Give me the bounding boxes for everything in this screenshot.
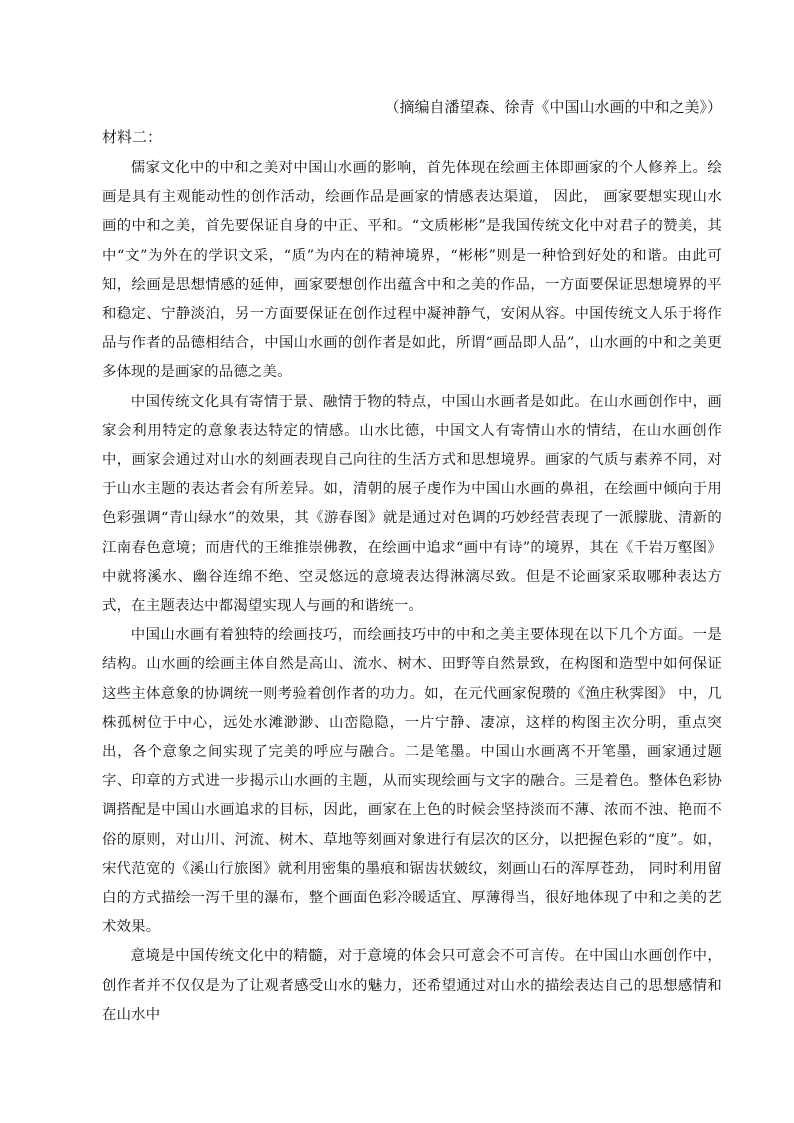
source-citation: （摘编自潘望森、徐青《中国山水画的中和之美》） (384, 98, 722, 116)
document-page (102, 94, 722, 1030)
paragraph-3: 中国山水画有着独特的绘画技巧，而绘画技巧中的中和之美主要体现在以下几个方面。一是结构。山水画的绘画主体自然是高山、流水、树木、田野等自然景致，在构图和造型中如何保证这些主体意象的协调统一则考验着创作者的功力。如，在元代画家倪瓒的《渔庄秋霁图》 中，几株孤树位于中心，远处水滩渺渺、山峦隐隐，一片宁静、凄凉，这样的构图主次分明，重点突出，各个意象之间实现了完美的呼应与融合。二是笔墨。中国山水画离不开笔墨，画家通过题字、印章的方式进一步揭示山水画的主题，从而实现绘画与文字的融合。三是着色。整体色彩协调搭配是中国山水画追求的目标，因此，画家在上色的时候会坚持淡而不薄、浓而不浊、艳而不俗的原则，对山川、河流、树木、草地等刻画对象进行有层次的区分，以把握色彩的“度”。如，宋代范宽的《溪山行旅图》就利用密集的墨痕和锯齿状皴纹，刻画山石的浑厚苍劲， 同时利用留白的方式描绘一泻千里的瀑布，整个画面色彩冷暖适宜、厚薄得当，很好地体现了中和之美的艺术效果。 (102, 627, 722, 936)
paragraph-2: 中国传统文化具有寄情于景、融情于物的特点，中国山水画者是如此。在山水画创作中，画家会利用特定的意象表达特定的情感。山水比德，中国文人有寄情山水的情结，在山水画创作中，画家会通过对山水的刻画表现自己向往的生活方式和思想境界。画家的气质与素养不同，对于山水主题的表达者会有所差异。如，清朝的展子虔作为中国山水画的鼻祖，在绘画中倾向于用色彩强调“青山绿水”的效果，其《游春图》就是通过对色调的巧妙经营表现了一派朦胧、清新的江南春色意境；而唐代的王维推崇佛教，在绘画中追求“画中有诗”的境界，其在《千岩万壑图》中就将溪水、幽谷连绵不绝、空灵悠远的意境表达得淋漓尽致。但是不论画家采取哪种表达方式，在主题表达中都渴望实现人与画的和谐统一。 (102, 393, 722, 615)
section-heading: 材料二： (102, 128, 163, 146)
paragraph-4: 意境是中国传统文化中的精髓，对于意境的体会只可意会不可言传。在中国山水画创作中，创作者并不仅仅是为了让观者感受山水的魅力，还希望通过对山水的描绘表达自己的思想感情和在山水中 (102, 948, 722, 1023)
paragraph-1: 儒家文化中的中和之美对中国山水画的影响，首先体现在绘画主体即画家的个人修养上。绘画是具有主观能动性的创作活动，绘画作品是画家的情感表达渠道， 因此， 画家要想实现山水画的中和之美，首先要保证自身的中正、平和。“文质彬彬”是我国传统文化中对君子的赞美，其中“文”为外在的学识文采，“质”为内在的精神境界，“彬彬”则是一种恰到好处的和谐。由此可知，绘画是思想情感的延伸，画家要想创作出蕴含中和之美的作品，一方面要保证思想境界的平和稳定、宁静淡泊，另一方面要保证在创作过程中凝神静气，安闲从容。中国传统文人乐于将作品与作者的品德相结合，中国山水画的创作者是如此，所谓“画品即人品”，山水画的中和之美更多体现的是画家的品德之美。 (102, 160, 722, 381)
